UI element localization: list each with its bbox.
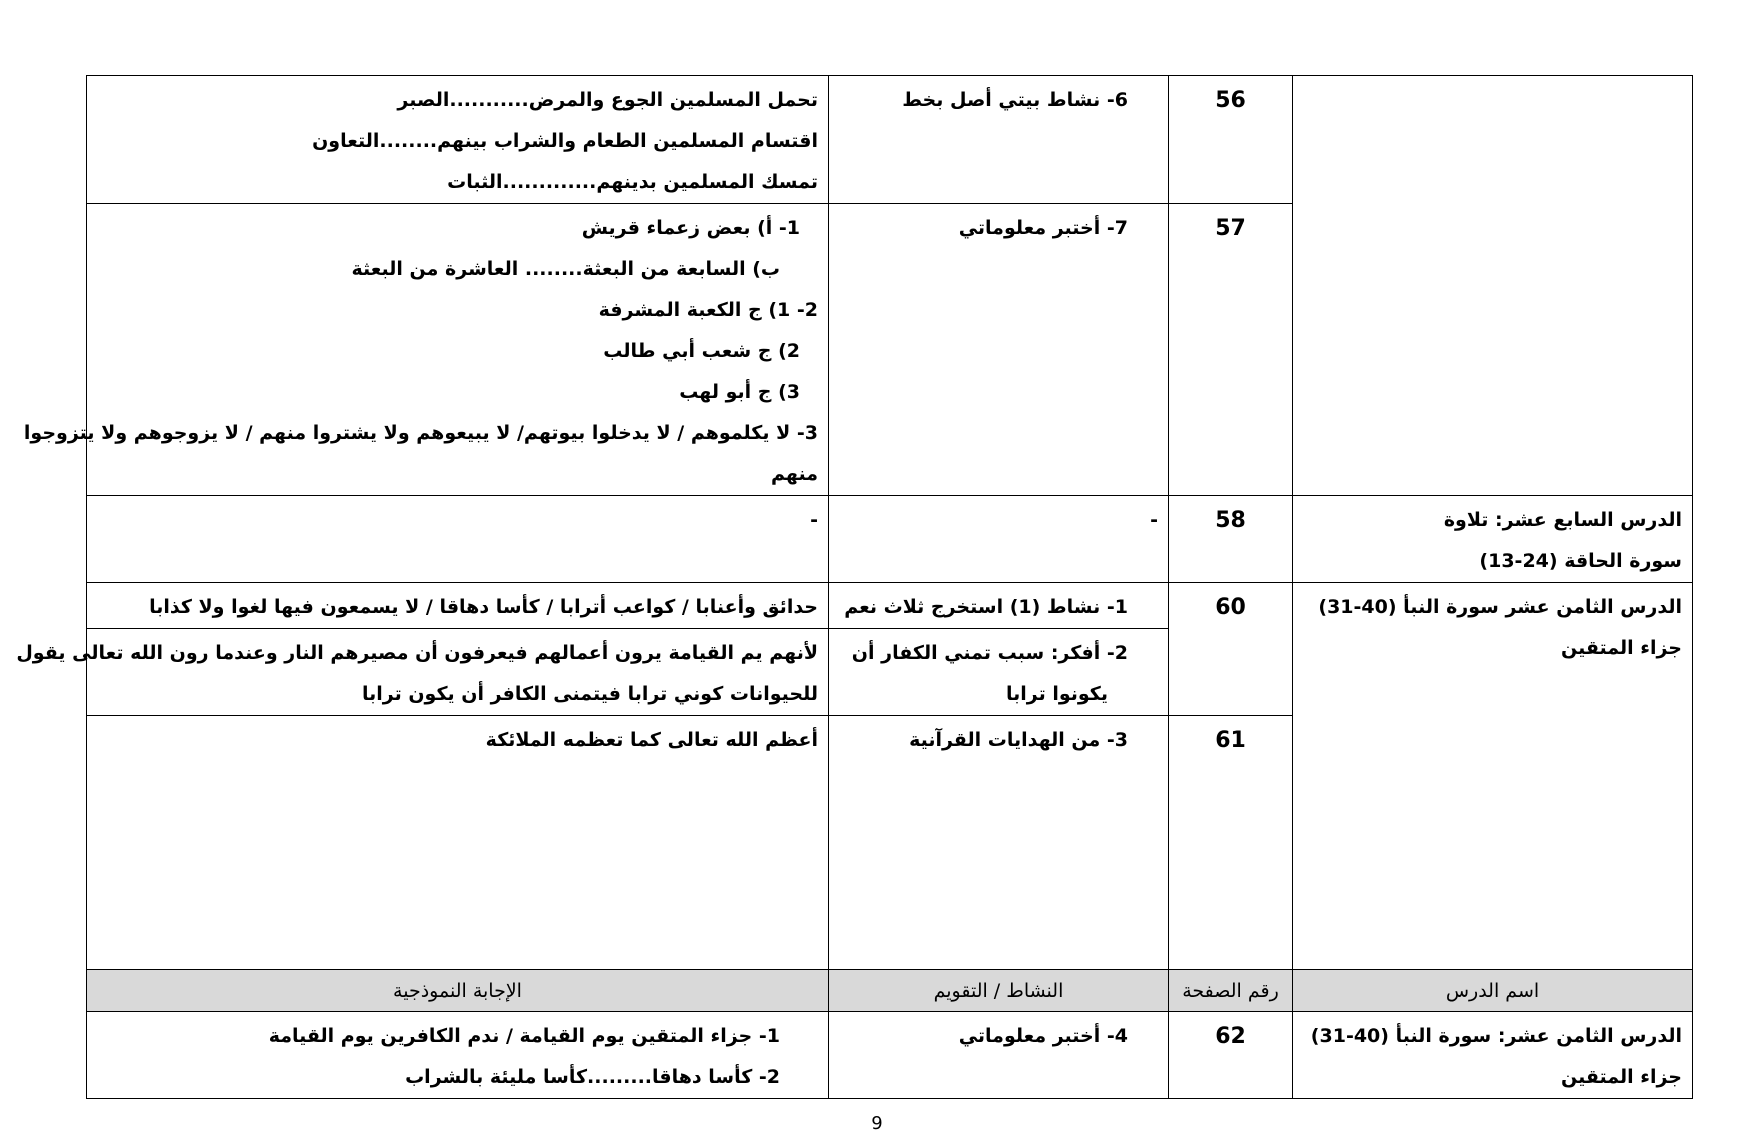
activity-cell: - (829, 496, 1169, 583)
page-number-cell: 57 (1169, 204, 1293, 496)
answer-cell: 1- أ) بعض زعماء قريش ب) السابعة من البعثة........ العاشرة من البعثة 2- 1) ج الكعبة المشرفة 2) ج شعب أبي طالب 3) ج أبو لهب 3- لا يكلموهم / لا يدخلوا بيوتهم/ لا يبيعوهم ولا يشتروا منهم / لا يزوجوهم ولا يتزوجوا منهم (87, 204, 829, 496)
header-model-answer: الإجابة النموذجية (87, 970, 829, 1012)
header-activity: النشاط / التقويم (829, 970, 1169, 1012)
answer-cell: تحمل المسلمين الجوع والمرض...........الصبر اقتسام المسلمين الطعام والشراب بينهم........التعاون تمسك المسلمين بدينهم.............الثبات (87, 76, 829, 204)
answer-cell: 1- جزاء المتقين يوم القيامة / ندم الكافرين يوم القيامة 2- كأسا دهاقا.........كأسا مليئة بالشراب (87, 1012, 829, 1099)
page-number-cell: 62 (1169, 1012, 1293, 1099)
answer-cell: أعظم الله تعالى كما تعظمه الملائكة (87, 716, 829, 970)
activity-cell: 3- من الهدايات القرآنية (829, 716, 1169, 970)
activity-cell: 6- نشاط بيتي أصل بخط (829, 76, 1169, 204)
header-page-number: رقم الصفحة (1169, 970, 1293, 1012)
lesson-cell (1293, 76, 1693, 496)
answer-cell: لأنهم يم القيامة يرون أعمالهم فيعرفون أن مصيرهم النار وعندما رون الله تعالى يقول للحيوانات كوني ترابا فيتمنى الكافر أن يكون ترابا (87, 629, 829, 716)
page-number: 9 (871, 1113, 883, 1134)
table-header-row (87, 970, 1693, 1012)
activity-cell: 7- أختبر معلوماتي (829, 204, 1169, 496)
lesson-cell: الدرس الثامن عشر: سورة النبأ (40-31) جزاء المتقين (1293, 1012, 1693, 1099)
activity-cell: 4- أختبر معلوماتي (829, 1012, 1169, 1099)
lesson-cell: الدرس الثامن عشر سورة النبأ (40-31) جزاء المتقين (1293, 583, 1693, 970)
header-lesson-name: اسم الدرس (1293, 970, 1693, 1012)
table-row (87, 496, 1693, 583)
answer-cell: حدائق وأعنابا / كواعب أترابا / كأسا دهاقا / لا يسمعون فيها لغوا ولا كذابا (87, 583, 829, 629)
lesson-cell: الدرس السابع عشر: تلاوة سورة الحاقة (24-13) (1293, 496, 1693, 583)
page-number-cell: 61 (1169, 716, 1293, 970)
answer-cell: - (87, 496, 829, 583)
table-row (87, 583, 1693, 629)
page-number-cell: 60 (1169, 583, 1293, 716)
table-row (87, 76, 1693, 204)
activity-cell: 1- نشاط (1) استخرج ثلاث نعم (829, 583, 1169, 629)
answers-table (16, 75, 1693, 1099)
table-row (87, 1012, 1693, 1099)
page-number-cell: 56 (1169, 76, 1293, 204)
activity-cell: 2- أفكر: سبب تمني الكفار أن يكونوا ترابا (829, 629, 1169, 716)
page-number-cell: 58 (1169, 496, 1293, 583)
